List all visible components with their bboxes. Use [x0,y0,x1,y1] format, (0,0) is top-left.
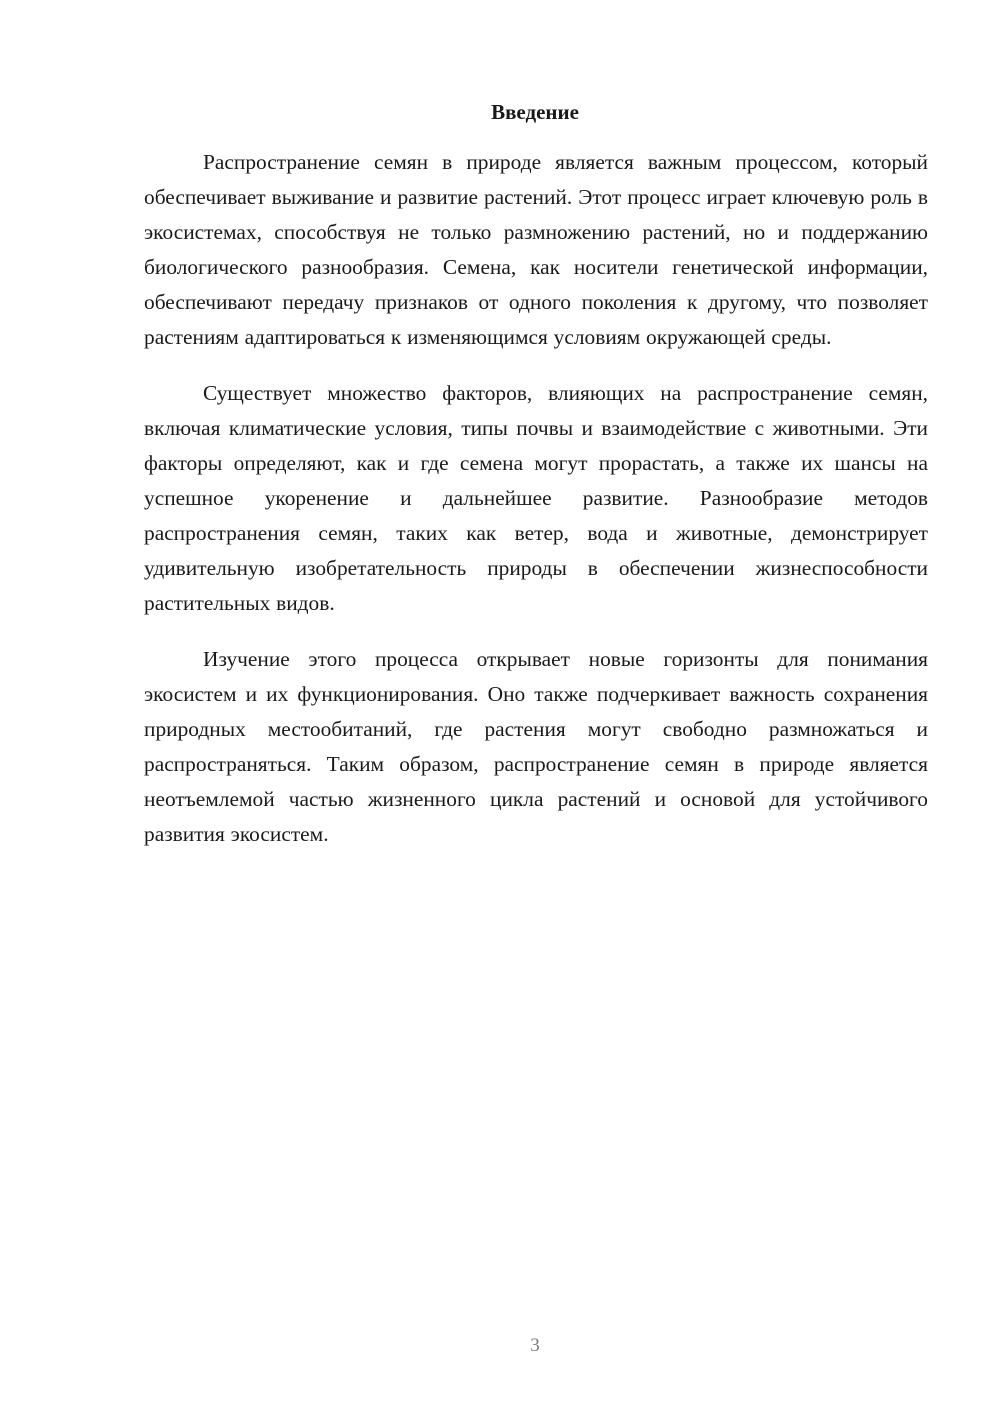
paragraph-2: Существует множество факторов, влияющих на распространение семян, включая климатические условия, типы почвы и взаимодействие с животными. Эти факторы определяют, как и где семена могут прорастать, а также их шансы на успешное укоренение и дальнейшее развитие. Разнообразие методов распространения семян, таких как ветер, вода и животные, демонстрирует удивительную изобретательность природы в обеспечении жизнеспособности растительных видов. [144,381,928,615]
page-number: 3 [530,1335,540,1356]
body-text [144,145,928,873]
paragraph-1: Распространение семян в природе является важным процессом, который обеспечивает выживание и развитие растений. Этот процесс играет ключевую роль в экосистемах, способствуя не только размножению растений, но и поддержанию биологического разнообразия. Семена, как носители генетической информации, обеспечивают передачу признаков от одного поколения к другому, что позволяет растениям адаптироваться к изменяющимся условиям окружающей среды. [144,150,928,349]
page-title: Введение [491,100,579,124]
paragraph-3: Изучение этого процесса открывает новые горизонты для понимания экосистем и их функционирования. Оно также подчеркивает важность сохранения природных местообитаний, где растения могут свободно размножаться и распространяться. Таким образом, распространение семян в природе является неотъемлемой частью жизненного цикла растений и основой для устойчивого развития экосистем. [144,647,928,846]
